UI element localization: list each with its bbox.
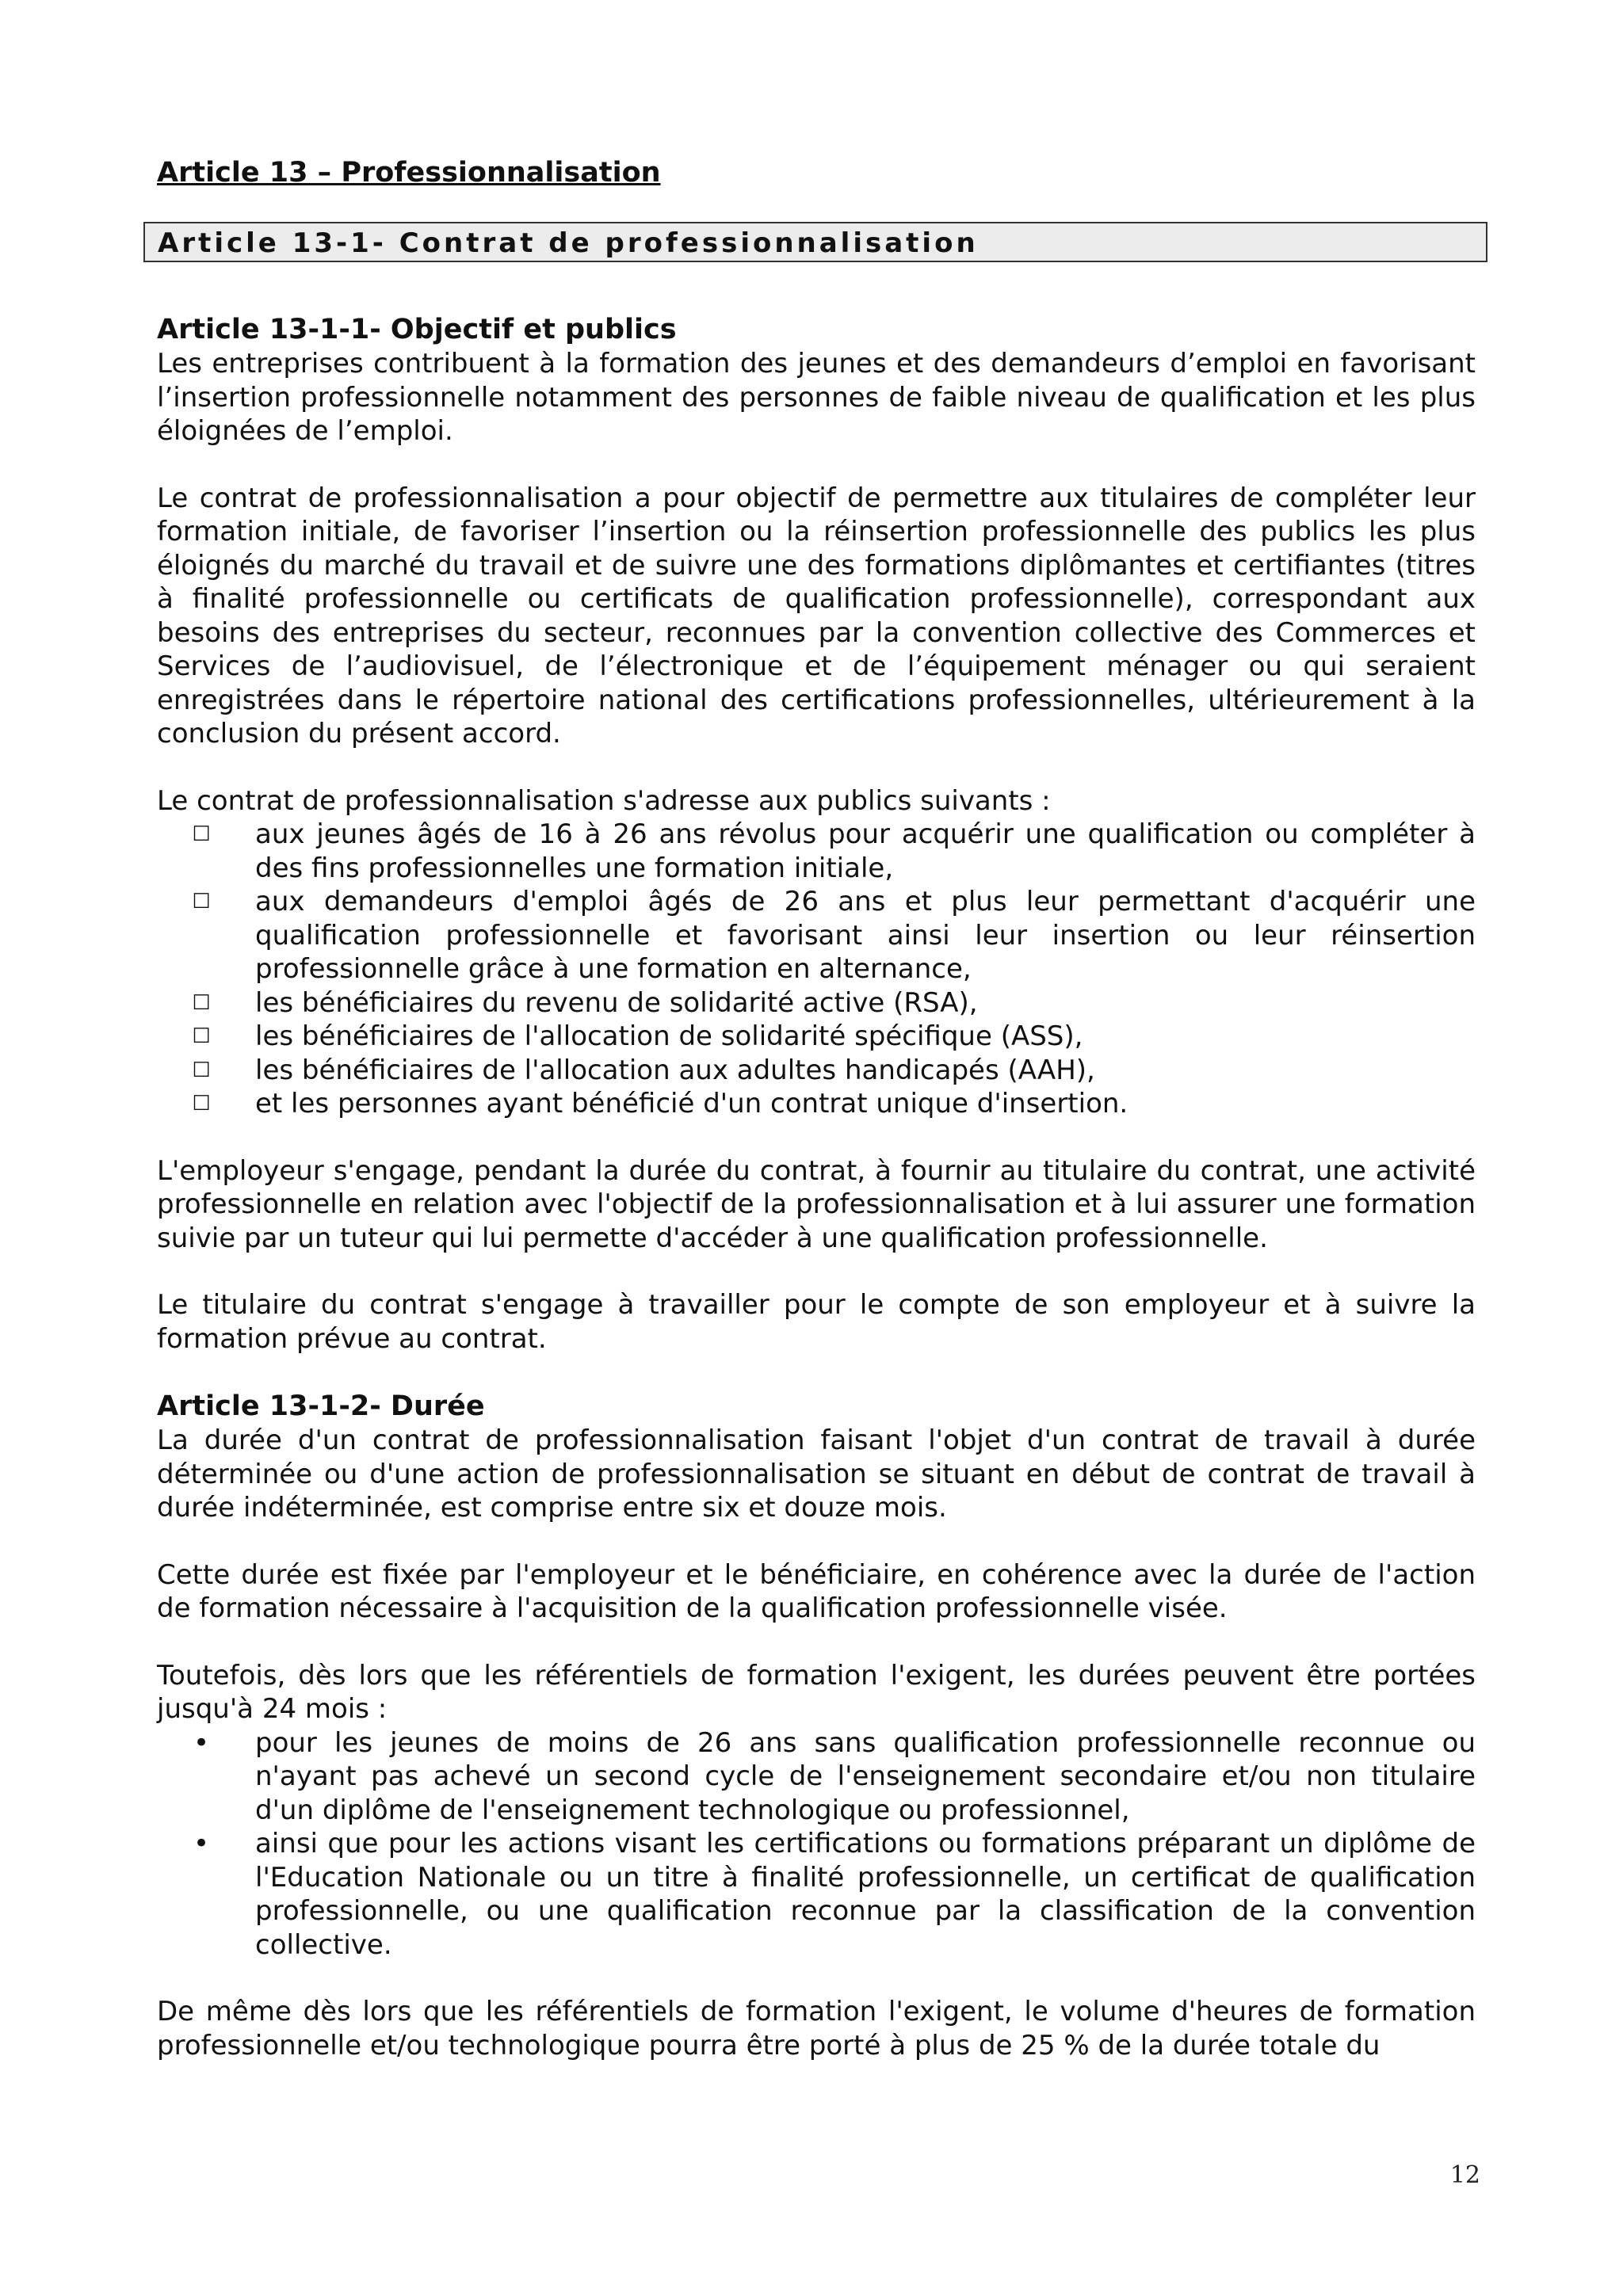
publics-list xyxy=(157,818,1476,1121)
list-item: ☐ les bénéficiaires du revenu de solidarité active (RSA), xyxy=(157,986,1476,1020)
list-item: ☐ les bénéficiaires de l'allocation de solidarité spécifique (ASS), xyxy=(157,1020,1476,1054)
list-item: ☐ aux jeunes âgés de 16 à 26 ans révolus pour acquérir une qualification ou compléter à des fins professionnelles une formation initiale, xyxy=(157,818,1476,885)
list-item: ☐ et les personnes ayant bénéficié d'un contrat unique d'insertion. xyxy=(157,1087,1476,1121)
page-number: 12 xyxy=(1449,2161,1480,2189)
bullet-icon: • xyxy=(193,1828,210,1859)
subsection-1-list-intro: Le contrat de professionnalisation s'adresse aux publics suivants : xyxy=(157,784,1051,817)
page-content xyxy=(157,155,1476,2062)
article-title: Article 13 – Professionnalisation xyxy=(157,157,661,189)
bullet-icon: • xyxy=(193,1726,210,1759)
section-title: Article 13-1- Contrat de professionnalisation xyxy=(158,227,979,259)
checkbox-icon: ☐ xyxy=(192,822,211,846)
duration-list xyxy=(157,1726,1476,1962)
checkbox-icon: ☐ xyxy=(192,990,211,1015)
subsection-1-paragraph-1: Les entreprises contribuent à la formation des jeunes et des demandeurs d’emploi en favorisant l’insertion professionnelle notamment des personnes de faible niveau de qualification et les plus éloignées de l’emploi. xyxy=(157,348,1476,447)
subsection-1-paragraph-2: Le contrat de professionnalisation a pour objectif de permettre aux titulaires de compléter leur formation initiale, de favoriser l’insertion ou la réinsertion professionnelle des publics les plus éloignés du marché du travail et de suivre une des formations diplômantes et certifiantes (titres à finalité professionnelle ou certificats de qualification professionnelle), correspondant aux besoins des entreprises du secteur, reconnues par la convention collective des Commerces et Services de l’audiovisuel, de l’électronique et de l’équipement ménager ou qui seraient enregistrées dans le répertoire national des certifications professionnelles, ultérieurement à la conclusion du présent accord. xyxy=(157,482,1476,749)
subsection-1-paragraph-3: L'employeur s'engage, pendant la durée du contrat, à fournir au titulaire du contrat, une activité professionnelle en relation avec l'objectif de la professionnalisation et à lui assurer une formation suivie par un tuteur qui lui permette d'accéder à une qualification professionnelle. xyxy=(157,1154,1476,1254)
subsection-2-title: Article 13-1-2- Durée xyxy=(157,1390,485,1422)
checkbox-icon: ☐ xyxy=(192,1024,211,1048)
subsection-1-title: Article 13-1-1- Objectif et publics xyxy=(157,314,677,345)
checkbox-icon: ☐ xyxy=(192,1092,211,1116)
subsection-1-paragraph-4: Le titulaire du contrat s'engage à travailler pour le compte de son employeur et à suivre la formation prévue au contrat. xyxy=(157,1289,1476,1355)
subsection-2-paragraph-3: Toutefois, dès lors que les référentiels de formation l'exigent, les durées peuvent être portées jusqu'à 24 mois : xyxy=(157,1659,1476,1725)
subsection-2-paragraph-2: Cette durée est fixée par l'employeur et le bénéficiaire, en cohérence avec la durée de l'action de formation nécessaire à l'acquisition de la qualification professionnelle visée. xyxy=(157,1558,1476,1624)
list-item: • pour les jeunes de moins de 26 ans sans qualification professionnelle reconnue ou n'ayant pas achevé un second cycle de l'enseignement secondaire et/ou non titulaire d'un diplôme de l'enseignement technologique ou professionnel, xyxy=(157,1726,1476,1828)
spacer xyxy=(157,190,1476,312)
list-item: ☐ aux demandeurs d'emploi âgés de 26 ans et plus leur permettant d'acquérir une qualification professionnelle et favorisant ainsi leur insertion ou leur réinsertion professionnelle grâce à une formation en alternance, xyxy=(157,885,1476,986)
subsection-2-paragraph-4: De même dès lors que les référentiels de formation l'exigent, le volume d'heures de formation professionnelle et/ou technologique pourra être porté à plus de 25 % de la durée totale du xyxy=(157,1996,1476,2061)
subsection-2-paragraph-1: La durée d'un contrat de professionnalisation faisant l'objet d'un contrat de travail à durée déterminée ou d'une action de professionnalisation se situant en début de contrat de travail à durée indéterminée, est comprise entre six et douze mois. xyxy=(157,1425,1476,1524)
checkbox-icon: ☐ xyxy=(192,1058,211,1082)
list-item: • ainsi que pour les actions visant les certifications ou formations préparant un diplôme de l'Education Nationale ou un titre à finalité professionnelle, un certificat de qualification professionnelle, ou une qualification reconnue par la classification de la convention collective. xyxy=(157,1827,1476,1962)
checkbox-icon: ☐ xyxy=(192,890,211,913)
list-item: ☐ les bénéficiaires de l'allocation aux adultes handicapés (AAH), xyxy=(157,1054,1476,1088)
